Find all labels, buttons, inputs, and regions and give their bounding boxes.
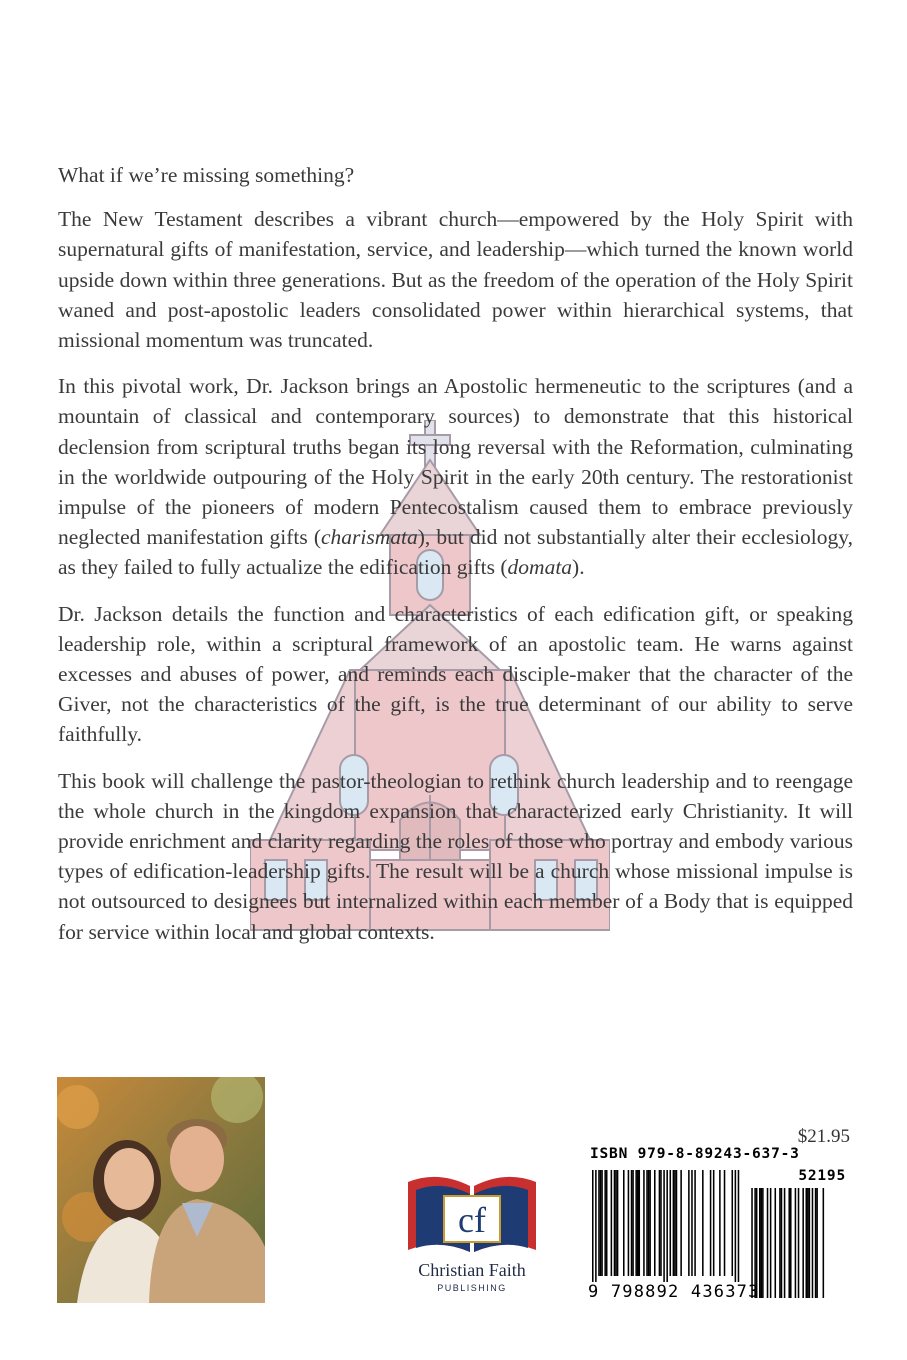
barcode-addon-bar [779, 1188, 781, 1298]
barcode-addon-bar [798, 1188, 800, 1298]
barcode-bar [702, 1170, 704, 1276]
barcode-bar [676, 1170, 678, 1276]
barcode-bar [606, 1170, 608, 1276]
isbn-label: ISBN 979-8-89243-637-3 [590, 1146, 800, 1162]
barcode-addon-bar [761, 1188, 763, 1298]
barcode-bar [670, 1170, 672, 1276]
barcode-bar [601, 1170, 603, 1276]
description-paragraph: What if we’re missing something? [58, 163, 355, 187]
barcode-bar [673, 1170, 675, 1276]
barcode-bar [635, 1170, 637, 1276]
barcode-addon-bar [784, 1188, 786, 1298]
barcode-bar [688, 1170, 690, 1276]
barcode-bar [643, 1170, 645, 1276]
domata-term: domata [507, 555, 573, 580]
barcode-bars [588, 1146, 850, 1304]
barcode-bar [600, 1170, 602, 1276]
barcode-addon-bar [788, 1188, 790, 1298]
barcode-addon-bar [809, 1188, 811, 1298]
barcode-bar [680, 1170, 682, 1276]
barcode-bar [628, 1170, 630, 1276]
barcode-bar [631, 1170, 633, 1276]
price-label: $21.95 [797, 1126, 850, 1147]
barcode-addon-bar [762, 1188, 764, 1298]
barcode-bar [694, 1170, 696, 1276]
barcode-bar [713, 1170, 715, 1276]
barcode-bar [724, 1170, 726, 1276]
isbn-barcode [588, 1146, 850, 1304]
barcode-bar [654, 1170, 656, 1276]
barcode-addon-bar [812, 1188, 814, 1298]
barcode-bar [710, 1170, 712, 1276]
publisher-logo [398, 1160, 546, 1308]
price-code: 52195 [798, 1168, 846, 1184]
description-paragraph: This book will challenge the pastor-theologian to rethink church leadership and to reengage the whole church in the kingdom expansion that characterized early Christianity. It will provide enrichment and clarity regarding the roles of those who portray and embody various types of edification-leadership gifts. The result will be a church whose missional impulse is not outsourced to designees but internalized within each member of a Body that is equipped for service within local and global contexts. [58, 768, 853, 944]
barcode-bar [604, 1170, 606, 1276]
barcode-addon-bar [781, 1188, 783, 1298]
back-cover-description [58, 160, 853, 963]
barcode-addon-bar [823, 1188, 825, 1298]
barcode-bar [735, 1170, 737, 1282]
description-paragraph: Dr. Jackson details the function and characteristics of each edification gift, or speaking leadership role, within a scriptural framework of an apostolic team. He warns against excesses and abuses of power, and reminds each disciple-maker that the character of the Giver, not the characteristics of the gift, is the true determinant of our ability to serve faithfully. [58, 601, 853, 747]
barcode-bar [632, 1170, 634, 1276]
barcode-addon-bar [790, 1188, 792, 1298]
barcode-addon-bar [807, 1188, 809, 1298]
barcode-bar [719, 1170, 721, 1276]
book-emblem-icon [398, 1160, 546, 1260]
barcode-addon-bar [775, 1188, 777, 1298]
barcode-addon-bar [806, 1188, 808, 1298]
barcode-bar [666, 1170, 668, 1282]
publisher-monogram: cf [458, 1200, 486, 1240]
barcode-bar [598, 1170, 600, 1276]
barcode-addon-bar [767, 1188, 769, 1298]
barcode-bar [614, 1170, 616, 1276]
barcode-bar [615, 1170, 617, 1276]
barcode-bar [663, 1170, 665, 1282]
barcode-bar [648, 1170, 650, 1276]
description-paragraph: In this pivotal work, Dr. Jackson brings an Apostolic hermeneutic to the scriptures (and a mountain of classical and contemporary sources) to demonstrate that this historical declension from scriptural truths began its long reversal with the Reformation, culminating in the worldwide outpouring of the Holy Spirit in the early 20th century. The restorationist impulse of the pioneers of modern Pentecostalism caused them to embrace previously neglected manifestation gifts (charismata), but did not substantially alter their ecclesiology, as they failed to fully actualize the edification gifts (domata). [58, 374, 853, 580]
isbn-digits: 9 798892 436373 [588, 1282, 760, 1302]
publisher-name: Christian Faith [418, 1260, 526, 1280]
barcode-addon-bar [816, 1188, 818, 1298]
barcode-bar [732, 1170, 734, 1276]
barcode-bar [691, 1170, 693, 1276]
barcode-bar [595, 1170, 597, 1282]
barcode-bar [738, 1170, 740, 1282]
barcode-addon-bar [802, 1188, 804, 1298]
barcode-bar [623, 1170, 625, 1276]
barcode-bar [674, 1170, 676, 1276]
barcode-bar [646, 1170, 648, 1276]
barcode-addon-bar [815, 1188, 817, 1298]
author-photo [57, 1077, 265, 1303]
barcode-bar [592, 1170, 594, 1282]
barcode-bar [659, 1170, 661, 1276]
barcode-bar [660, 1170, 662, 1276]
barcode-bar [617, 1170, 619, 1276]
description-paragraph: The New Testament describes a vibrant church—empowered by the Holy Spirit with supernatural gifts of manifestation, service, and leadership—which turned the known world upside down within three generations. But as the freedom of the operation of the Holy Spirit waned and post-apostolic leaders consolidated power within hierarchical systems, that missional momentum was truncated. [58, 207, 853, 353]
barcode-addon-bar [770, 1188, 772, 1298]
barcode-addon-bar [795, 1188, 797, 1298]
charismata-term: charismata [321, 525, 418, 550]
barcode-bar [649, 1170, 651, 1276]
barcode-bar [637, 1170, 639, 1276]
publisher-subtitle: PUBLISHING [437, 1283, 507, 1293]
barcode-bar [639, 1170, 641, 1276]
barcode-bar [611, 1170, 613, 1276]
